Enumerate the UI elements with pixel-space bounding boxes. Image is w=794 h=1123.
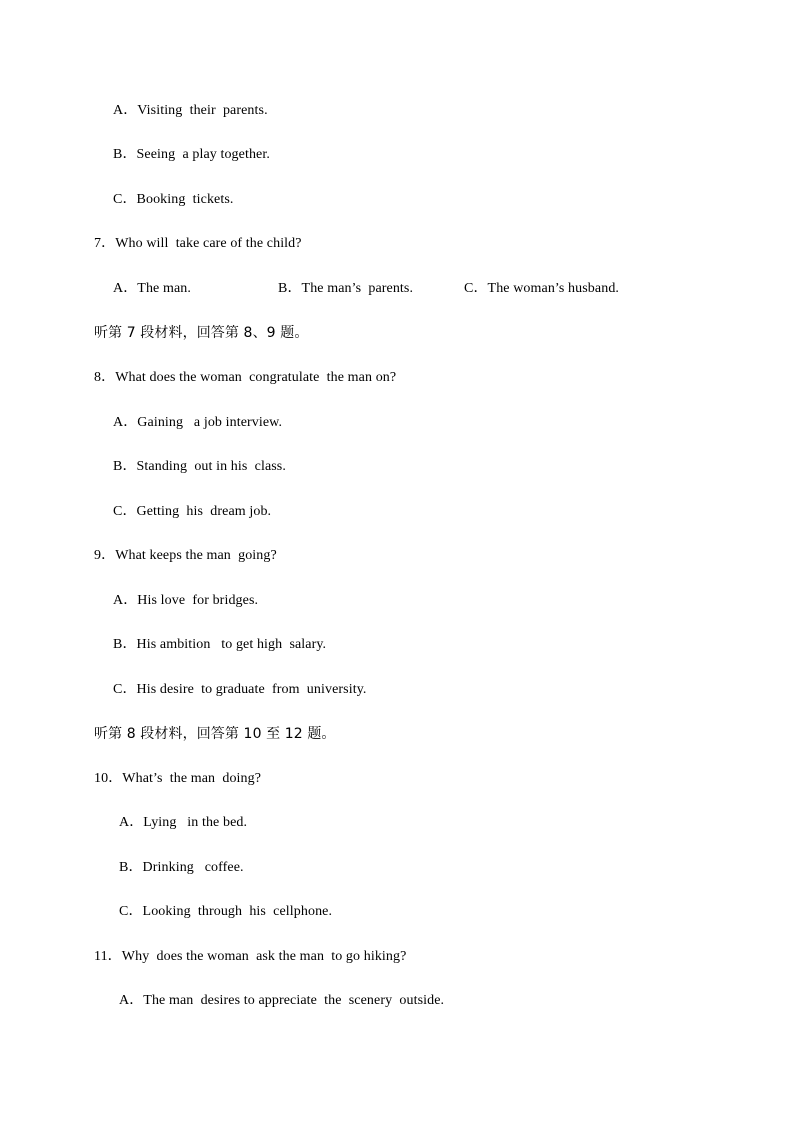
q9-option-c: C．His desire to graduate from university. (113, 682, 367, 697)
q10-option-c: C．Looking through his cellphone. (119, 904, 333, 919)
q6-option-b: B．Seeing a play together. (113, 147, 270, 162)
q7-option-a: A．The man. (113, 281, 191, 296)
q6-option-c: C．Booking tickets. (113, 192, 234, 207)
q10-question: 10．What’s the man doing? (94, 771, 262, 786)
q8-option-a: A．Gaining a job interview. (113, 415, 283, 430)
q7-option-c: C．The woman’s husband. (464, 281, 620, 296)
q8-option-b: B．Standing out in his class. (113, 459, 286, 474)
q6-option-a: A．Visiting their parents. (113, 103, 268, 118)
q8-option-c: C．Getting his dream job. (113, 504, 272, 519)
section-7-instruction: 听第 7 段材料，回答第 8、9 题。 (94, 325, 309, 341)
q7-question: 7．Who will take care of the child? (94, 236, 302, 251)
q11-option-a: A．The man desires to appreciate the scenery outside. (119, 993, 445, 1008)
q10-option-a: A．Lying in the bed. (119, 815, 248, 830)
q8-question: 8．What does the woman congratulate the man on? (94, 370, 397, 385)
section-8-instruction: 听第 8 段材料，回答第 10 至 12 题。 (94, 726, 336, 742)
q11-question: 11．Why does the woman ask the man to go hiking? (94, 949, 407, 964)
q9-question: 9．What keeps the man going? (94, 548, 277, 563)
q9-option-a: A．His love for bridges. (113, 593, 259, 608)
q9-option-b: B．His ambition to get high salary. (113, 637, 327, 652)
q10-option-b: B．Drinking coffee. (119, 860, 244, 875)
q7-option-b: B．The man’s parents. (278, 281, 414, 296)
